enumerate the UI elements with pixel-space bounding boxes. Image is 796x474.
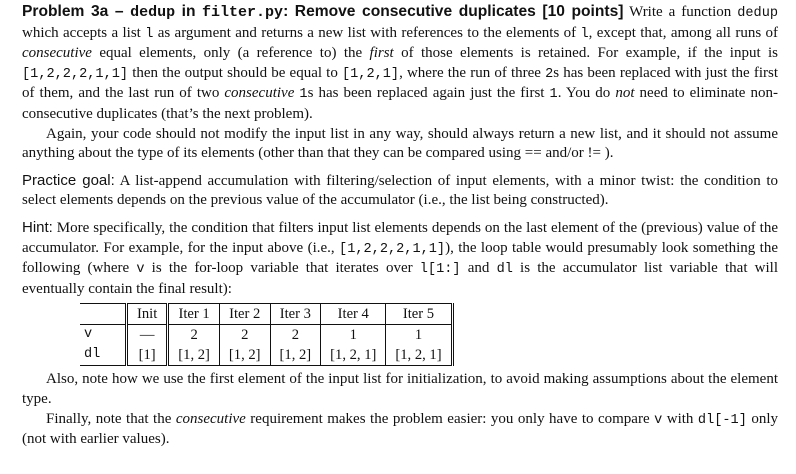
code: v [136,262,145,278]
code: 1 [549,87,558,103]
text: of those elements is retained. For example, if the input is [393,45,778,62]
table-cell: — [127,325,168,346]
heading-in: in [175,3,203,20]
code: l [580,26,589,42]
code: l[1:] [419,262,461,278]
heading-function-name: dedup [130,4,176,21]
emphasis: first [369,45,394,62]
table-cell: 1 [321,325,386,346]
code: v [654,412,663,428]
text: requirement makes the problem easier: you only have to compare [245,410,655,427]
practice-goal-label: Practice goal: [22,171,115,189]
heading-title: : Remove consecutive duplicates [10 points] [283,3,624,20]
text: as argument and returns a new list with references to the elements of [153,24,581,41]
text: and [460,260,497,277]
after-paragraph-1: Also, note how we use the first element of the input list for initialization, to avoid making assumptions about the element type. [22,371,778,407]
loop-table [80,303,454,366]
hint [22,218,778,299]
loop-table-row-dl [80,345,452,366]
heading-prefix: Problem 3a – [22,3,131,20]
emphasis: consecutive [175,410,246,427]
text: ), the loop table would presumably look something the following (where [22,239,778,277]
header-iter-2: Iter 2 [219,304,270,325]
code: [1,2,2,2,1,1] [339,241,446,257]
table-cell: 2 [270,325,321,346]
table-cell: [1, 2, 1] [321,345,386,366]
text: is the for-loop variable that iterates over [144,260,420,277]
header-iter-4: Iter 4 [321,304,386,325]
table-cell: [1] [127,345,168,366]
emphasis: consecutive [224,85,295,102]
loop-table-wrapper [80,303,778,366]
code: [1,2,1] [341,66,400,82]
table-cell: 1 [386,325,452,346]
text: More specifically, the condition that filters input list elements depends on the last element of the (previous) value of the accumulator. For example, for the input above (i.e., [22,219,778,256]
text: Finally, note that the [46,410,176,427]
header-iter-5: Iter 5 [386,304,452,325]
code: dl [496,262,513,278]
code: dl[-1] [697,412,747,428]
code: 2 [545,66,554,82]
text: s has been replaced again just the first [307,85,550,102]
hint-label: Hint: [22,218,53,236]
table-cell: [1, 2, 1] [386,345,452,366]
text: only (not with earlier values). [22,410,779,448]
problem-paragraph-2: Again, your code should not modify the input list in any way, should always return a new list, and it should not assume anything about the type of its elements (other than that they can be compared using == and/or != ). [22,125,778,162]
emphasis: consecutive [22,45,92,62]
practice-goal-text: A list-append accumulation with filtering/selection of input elements, with a minor twist: the condition to select elements depends on the previous value of the accumulator (i.e., the list being constructed). [22,172,778,209]
text: s has been replaced with just the first of them, and the last run of two [22,64,778,102]
loop-table-row-v [80,325,452,346]
table-cell: 2 [219,325,270,346]
code: [1,2,2,2,1,1] [22,66,129,82]
text: equal elements, only (a reference to) the [91,45,370,62]
table-cell: [1, 2] [168,345,220,366]
problem-statement [22,2,778,125]
text: , except that, among all runs of [588,24,779,41]
text: with [662,410,698,427]
text: need to eliminate non-consecutive duplicates (that’s the next problem). [22,85,778,122]
after-paragraph-2 [22,410,778,450]
code: dedup [737,6,779,21]
table-cell: 2 [168,325,220,346]
text: , where the run of three [399,64,546,81]
practice-goal [22,171,778,211]
text: which accepts a list [22,24,146,41]
problem-heading [22,3,623,20]
code: l [145,26,154,42]
loop-table-header-row [80,304,452,325]
table-cell: [1, 2] [219,345,270,366]
header-init: Init [127,304,168,325]
table-cell: [1, 2] [270,345,321,366]
text: Write a function [623,4,738,20]
text: then the output should be equal to [128,64,342,81]
row-label-v: v [80,325,127,346]
loop-table-corner [80,304,127,325]
header-iter-1: Iter 1 [168,304,220,325]
problem-page [22,2,778,450]
heading-file-name: filter.py [202,4,284,21]
header-iter-3: Iter 3 [270,304,321,325]
emphasis: not [615,85,635,102]
code: 1 [299,87,308,103]
text: is the accumulator list variable that will eventually contain the final result): [22,260,778,297]
text: . You do [557,85,616,102]
row-label-dl: dl [80,345,127,366]
